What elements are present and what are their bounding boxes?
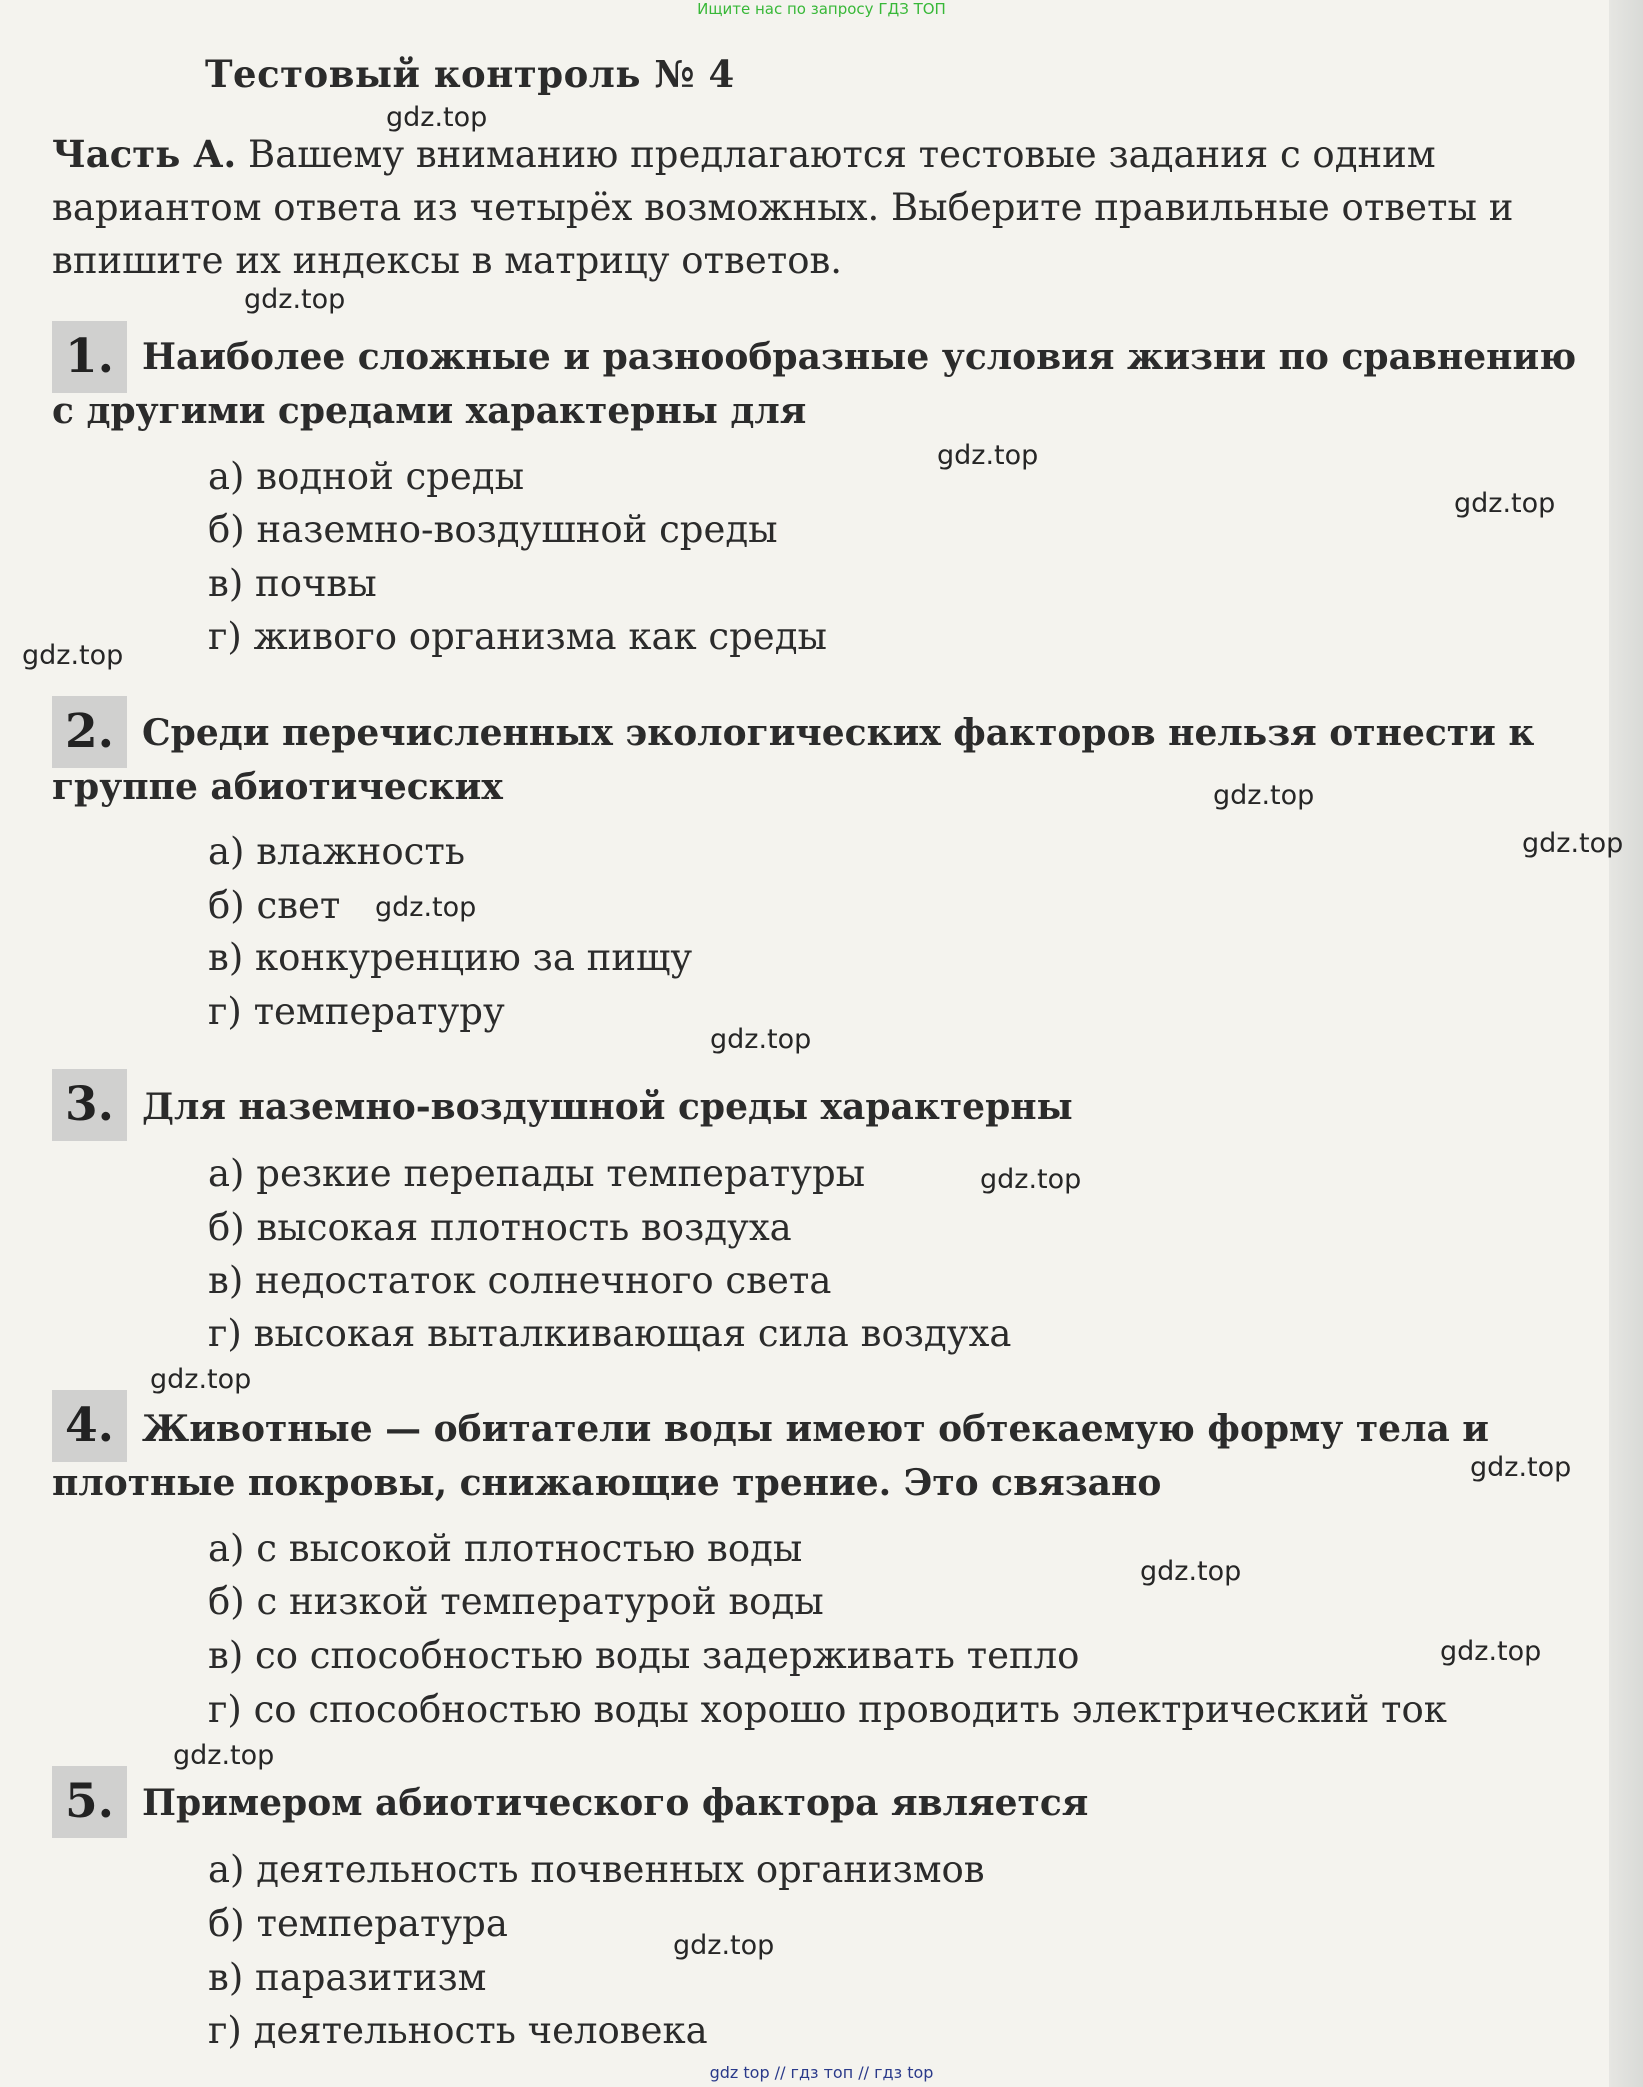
q3-option-a: а) резкие перепады температуры bbox=[208, 1152, 866, 1195]
q1-option-d: г) живого организма как среды bbox=[208, 615, 827, 658]
watermark-15: gdz.top bbox=[173, 1740, 275, 1771]
question-text-1-content: Наиболее сложные и разнообразные условия жизни по сравнению с другими средами характерны для bbox=[52, 336, 1577, 432]
q2-option-d: г) температуру bbox=[208, 990, 505, 1033]
watermark-2: gdz.top bbox=[244, 284, 346, 315]
q4-option-d: г) со способностью воды хорошо проводить электрический ток bbox=[208, 1688, 1447, 1731]
watermark-13: gdz.top bbox=[1140, 1556, 1242, 1587]
question-number-4: 4. bbox=[52, 1390, 127, 1462]
q1-option-b: б) наземно-воздушной среды bbox=[208, 508, 778, 551]
question-text-4-content: Животные — обитатели воды имеют обтекаемую форму тела и плотные покровы, снижающие трение. Это связано bbox=[52, 1408, 1490, 1504]
watermark-3: gdz.top bbox=[937, 440, 1039, 471]
page-edge bbox=[1609, 0, 1643, 2087]
question-number-3: 3. bbox=[52, 1069, 127, 1141]
question-text-3 bbox=[52, 1080, 1597, 1134]
q5-option-b: б) температура bbox=[208, 1902, 508, 1945]
watermark-8: gdz.top bbox=[375, 892, 477, 923]
q2-option-c: в) конкуренцию за пищу bbox=[208, 936, 693, 979]
q4-option-b: б) с низкой температурой воды bbox=[208, 1580, 824, 1623]
q5-option-d: г) деятельность человека bbox=[208, 2009, 708, 2052]
q4-option-c: в) со способностью воды задерживать тепло bbox=[208, 1634, 1080, 1677]
question-number-2: 2. bbox=[52, 696, 127, 768]
watermark-6: gdz.top bbox=[1213, 780, 1315, 811]
page-title: Тестовый контроль № 4 bbox=[205, 52, 735, 96]
question-number-5: 5. bbox=[52, 1766, 127, 1838]
q2-option-b: б) свет bbox=[208, 884, 341, 927]
q1-option-a: а) водной среды bbox=[208, 455, 525, 498]
watermark-7: gdz.top bbox=[1522, 828, 1624, 859]
question-text-2-content: Среди перечисленных экологических факторов нельзя отнести к группе абиотических bbox=[52, 712, 1535, 808]
question-text-5-content: Примером абиотического фактора является bbox=[142, 1782, 1089, 1824]
watermark-12: gdz.top bbox=[1470, 1452, 1572, 1483]
intro-label: Часть А. bbox=[52, 132, 237, 176]
q3-option-c: в) недостаток солнечного света bbox=[208, 1259, 832, 1302]
intro-text: Вашему вниманию предлагаются тестовые задания с одним вариантом ответа из четырёх возможных. Выберите правильные ответы и впишите их индексы в матрицу ответов. bbox=[52, 133, 1514, 282]
question-text-4 bbox=[52, 1402, 1597, 1510]
question-text-1 bbox=[52, 330, 1597, 438]
q2-option-a: а) влажность bbox=[208, 830, 465, 873]
watermark-5: gdz.top bbox=[22, 640, 124, 671]
watermark-9: gdz.top bbox=[710, 1024, 812, 1055]
q1-option-c: в) почвы bbox=[208, 562, 377, 605]
watermark-1: gdz.top bbox=[386, 102, 488, 133]
question-text-2 bbox=[52, 706, 1597, 814]
bottom-banner-link[interactable]: gdz top // гдз топ // гдз top bbox=[709, 2063, 934, 2082]
q4-option-a: а) с высокой плотностью воды bbox=[208, 1527, 803, 1570]
question-number-1: 1. bbox=[52, 321, 127, 393]
watermark-16: gdz.top bbox=[673, 1930, 775, 1961]
q5-option-c: в) паразитизм bbox=[208, 1956, 487, 1999]
q3-option-b: б) высокая плотность воздуха bbox=[208, 1206, 792, 1249]
q5-option-a: а) деятельность почвенных организмов bbox=[208, 1848, 985, 1891]
watermark-14: gdz.top bbox=[1440, 1636, 1542, 1667]
watermark-11: gdz.top bbox=[150, 1364, 252, 1395]
question-text-5 bbox=[52, 1776, 1597, 1830]
q3-option-d: г) высокая выталкивающая сила воздуха bbox=[208, 1312, 1012, 1355]
intro-paragraph bbox=[52, 128, 1597, 287]
top-banner-link[interactable]: Ищите нас по запросу ГДЗ ТОП bbox=[697, 0, 946, 18]
watermark-10: gdz.top bbox=[980, 1164, 1082, 1195]
watermark-4: gdz.top bbox=[1454, 488, 1556, 519]
question-text-3-content: Для наземно-воздушной среды характерны bbox=[142, 1086, 1073, 1128]
